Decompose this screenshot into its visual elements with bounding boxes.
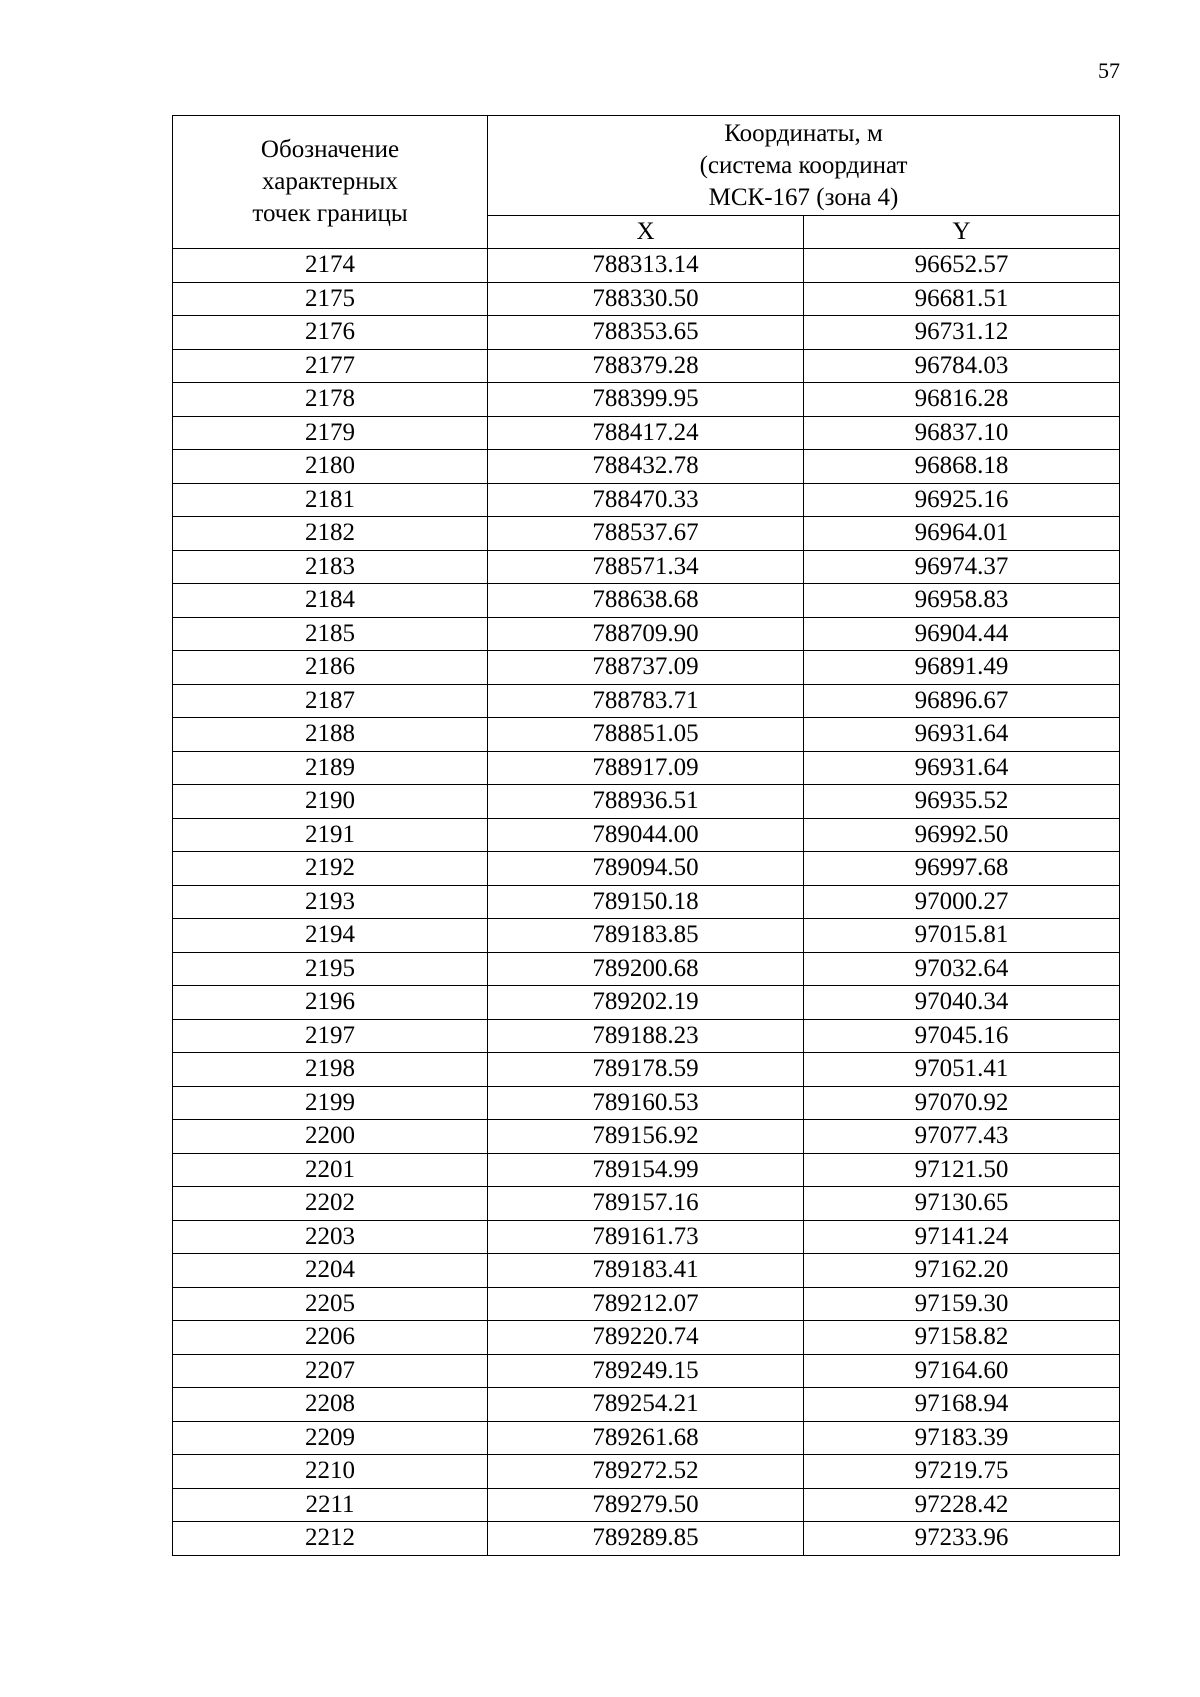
point-cell: 2197 [173,1019,488,1053]
x-coordinate-cell: 789188.23 [488,1019,804,1053]
x-coordinate-cell: 788353.65 [488,316,804,350]
point-cell: 2209 [173,1421,488,1455]
y-coordinate-cell: 96925.16 [804,483,1120,517]
table-row [173,1287,1120,1321]
point-cell: 2196 [173,986,488,1020]
point-cell: 2179 [173,416,488,450]
point-cell: 2207 [173,1354,488,1388]
point-cell: 2206 [173,1321,488,1355]
x-coordinate-cell: 788432.78 [488,450,804,484]
y-coordinate-cell: 96958.83 [804,584,1120,618]
y-coordinate-cell: 97121.50 [804,1153,1120,1187]
y-coordinate-cell: 97219.75 [804,1455,1120,1489]
table-row [173,450,1120,484]
table-row [173,617,1120,651]
y-coordinate-cell: 97158.82 [804,1321,1120,1355]
y-coordinate-cell: 96974.37 [804,550,1120,584]
point-cell: 2200 [173,1120,488,1154]
point-cell: 2187 [173,684,488,718]
point-cell: 2182 [173,517,488,551]
point-cell: 2201 [173,1153,488,1187]
table-row [173,584,1120,618]
y-coordinate-cell: 97168.94 [804,1388,1120,1422]
table-row [173,818,1120,852]
y-coordinate-cell: 97162.20 [804,1254,1120,1288]
table-row [173,1321,1120,1355]
x-coordinate-cell: 788313.14 [488,249,804,283]
x-coordinate-cell: 789161.73 [488,1220,804,1254]
table-row [173,852,1120,886]
table-row [173,919,1120,953]
point-cell: 2202 [173,1187,488,1221]
point-cell: 2185 [173,617,488,651]
y-coordinate-cell: 97183.39 [804,1421,1120,1455]
point-cell: 2183 [173,550,488,584]
y-coordinate-cell: 97130.65 [804,1187,1120,1221]
table-row [173,550,1120,584]
y-coordinate-cell: 96816.28 [804,383,1120,417]
table-row [173,1153,1120,1187]
point-cell: 2192 [173,852,488,886]
table-row [173,1488,1120,1522]
point-cell: 2189 [173,751,488,785]
table-row [173,1455,1120,1489]
table-row [173,383,1120,417]
point-cell: 2194 [173,919,488,953]
point-cell: 2193 [173,885,488,919]
table-row [173,349,1120,383]
x-coordinate-cell: 789249.15 [488,1354,804,1388]
x-coordinate-cell: 788379.28 [488,349,804,383]
x-coordinate-cell: 789272.52 [488,1455,804,1489]
y-coordinate-cell: 97045.16 [804,1019,1120,1053]
x-coordinate-cell: 788399.95 [488,383,804,417]
y-coordinate-cell: 97164.60 [804,1354,1120,1388]
y-coordinate-cell: 96731.12 [804,316,1120,350]
table-row [173,1187,1120,1221]
coordinates-header: Координаты, м (система координат МСК-167 (зона 4) [488,116,1120,216]
x-coordinate-cell: 789279.50 [488,1488,804,1522]
y-coordinate-cell: 97159.30 [804,1287,1120,1321]
x-coordinate-cell: 789160.53 [488,1086,804,1120]
y-coordinate-cell: 96904.44 [804,617,1120,651]
x-coordinate-cell: 788330.50 [488,282,804,316]
point-cell: 2204 [173,1254,488,1288]
table-row [173,1421,1120,1455]
x-coordinate-cell: 789183.85 [488,919,804,953]
table-row [173,952,1120,986]
x-coordinate-cell: 788917.09 [488,751,804,785]
y-coordinate-cell: 97070.92 [804,1086,1120,1120]
x-coordinate-cell: 788470.33 [488,483,804,517]
y-coordinate-cell: 97000.27 [804,885,1120,919]
x-coordinate-cell: 788709.90 [488,617,804,651]
point-cell: 2203 [173,1220,488,1254]
y-coordinate-cell: 97015.81 [804,919,1120,953]
point-designation-header: Обозначение характерных точек границы [173,116,488,249]
table-row [173,1019,1120,1053]
table-row [173,651,1120,685]
table-row [173,1220,1120,1254]
y-coordinate-cell: 97141.24 [804,1220,1120,1254]
point-cell: 2199 [173,1086,488,1120]
table-row [173,316,1120,350]
table-row [173,885,1120,919]
y-coordinate-cell: 97077.43 [804,1120,1120,1154]
point-cell: 2191 [173,818,488,852]
point-cell: 2208 [173,1388,488,1422]
point-cell: 2180 [173,450,488,484]
point-cell: 2178 [173,383,488,417]
x-coordinate-cell: 789183.41 [488,1254,804,1288]
point-cell: 2177 [173,349,488,383]
table-row [173,684,1120,718]
point-cell: 2190 [173,785,488,819]
table-row [173,1120,1120,1154]
point-cell: 2195 [173,952,488,986]
table-row [173,1053,1120,1087]
x-coordinate-cell: 789156.92 [488,1120,804,1154]
x-coordinate-cell: 788417.24 [488,416,804,450]
coordinates-table [172,115,1120,1556]
x-coordinate-cell: 789220.74 [488,1321,804,1355]
x-column-header: X [488,216,804,249]
point-cell: 2211 [173,1488,488,1522]
table-row [173,1254,1120,1288]
y-coordinate-cell: 97032.64 [804,952,1120,986]
y-coordinate-cell: 96931.64 [804,751,1120,785]
x-coordinate-cell: 789044.00 [488,818,804,852]
point-cell: 2186 [173,651,488,685]
x-coordinate-cell: 789178.59 [488,1053,804,1087]
y-coordinate-cell: 96935.52 [804,785,1120,819]
point-cell: 2210 [173,1455,488,1489]
x-coordinate-cell: 789200.68 [488,952,804,986]
x-coordinate-cell: 789212.07 [488,1287,804,1321]
y-coordinate-cell: 96992.50 [804,818,1120,852]
y-coordinate-cell: 96931.64 [804,718,1120,752]
table-row [173,1086,1120,1120]
y-coordinate-cell: 97233.96 [804,1522,1120,1556]
x-coordinate-cell: 789150.18 [488,885,804,919]
y-coordinate-cell: 97228.42 [804,1488,1120,1522]
y-coordinate-cell: 96837.10 [804,416,1120,450]
page-number: 57 [1098,58,1120,83]
y-coordinate-cell: 96964.01 [804,517,1120,551]
x-coordinate-cell: 788638.68 [488,584,804,618]
y-column-header: Y [804,216,1120,249]
table-row [173,1522,1120,1556]
x-coordinate-cell: 789094.50 [488,852,804,886]
table-row [173,986,1120,1020]
table-row [173,249,1120,283]
point-cell: 2205 [173,1287,488,1321]
table-row [173,282,1120,316]
y-coordinate-cell: 96896.67 [804,684,1120,718]
table-row [173,483,1120,517]
y-coordinate-cell: 96784.03 [804,349,1120,383]
y-coordinate-cell: 97040.34 [804,986,1120,1020]
table-row [173,1388,1120,1422]
point-cell: 2174 [173,249,488,283]
x-coordinate-cell: 789261.68 [488,1421,804,1455]
x-coordinate-cell: 788783.71 [488,684,804,718]
x-coordinate-cell: 789157.16 [488,1187,804,1221]
y-coordinate-cell: 96652.57 [804,249,1120,283]
table-row [173,517,1120,551]
point-cell: 2198 [173,1053,488,1087]
y-coordinate-cell: 96891.49 [804,651,1120,685]
x-coordinate-cell: 788571.34 [488,550,804,584]
y-coordinate-cell: 96868.18 [804,450,1120,484]
x-coordinate-cell: 788537.67 [488,517,804,551]
x-coordinate-cell: 789202.19 [488,986,804,1020]
table-body [173,249,1120,1556]
x-coordinate-cell: 789289.85 [488,1522,804,1556]
table-row [173,416,1120,450]
point-cell: 2176 [173,316,488,350]
point-cell: 2188 [173,718,488,752]
point-cell: 2184 [173,584,488,618]
point-cell: 2175 [173,282,488,316]
table-row [173,1354,1120,1388]
y-coordinate-cell: 97051.41 [804,1053,1120,1087]
point-cell: 2212 [173,1522,488,1556]
table-row [173,751,1120,785]
y-coordinate-cell: 96997.68 [804,852,1120,886]
x-coordinate-cell: 788851.05 [488,718,804,752]
table-row [173,785,1120,819]
table-header [173,116,1120,249]
x-coordinate-cell: 788936.51 [488,785,804,819]
point-cell: 2181 [173,483,488,517]
y-coordinate-cell: 96681.51 [804,282,1120,316]
table-row [173,718,1120,752]
x-coordinate-cell: 789254.21 [488,1388,804,1422]
x-coordinate-cell: 789154.99 [488,1153,804,1187]
x-coordinate-cell: 788737.09 [488,651,804,685]
